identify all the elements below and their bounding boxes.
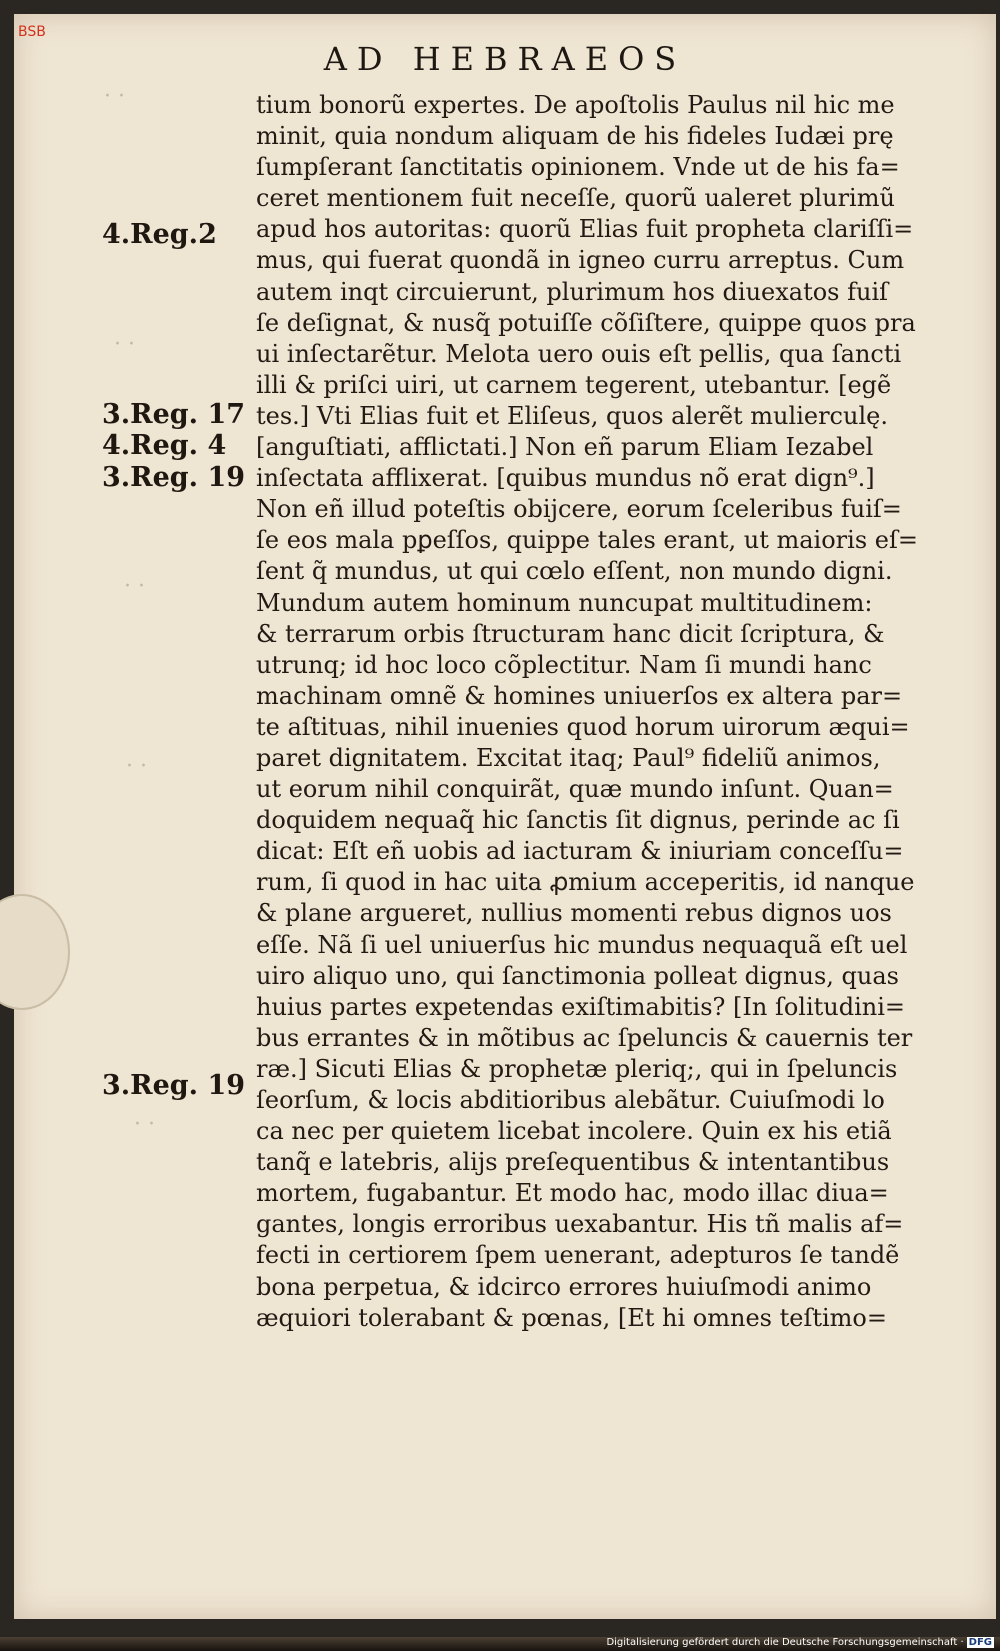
text-line: paret dignitatem. Excitat itaq; Paul⁹ fideliũ animos, bbox=[256, 743, 881, 772]
show-through-mark: · · bbox=[134, 1112, 155, 1137]
text-line: ſumpſerant ſanctitatis opinionem. Vnde ut de his fa= bbox=[256, 153, 900, 182]
text-line: gantes, longis erroribus uexabantur. His tñ malis af= bbox=[256, 1210, 904, 1239]
text-line: uiro aliquo uno, qui ſanctimonia polleat dignus, quas bbox=[256, 961, 899, 990]
text-line: bona perpetua, & idcirco errores huiuſmodi animo bbox=[256, 1272, 872, 1301]
credit-text: Digitalisierung gefördert durch die Deutsche Forschungsgemeinschaft · bbox=[606, 1637, 964, 1648]
text-line: doquidem nequaq̃ hic ſanctis ſit dignus, perinde ac ſi bbox=[256, 806, 900, 835]
text-line: [anguſtiati, afflictati.] Non eñ parum Eliam Iezabel bbox=[256, 433, 874, 462]
text-line: & terrarum orbis ſtructuram hanc dicit ſcriptura, & bbox=[256, 619, 885, 648]
margin-note: 3.Reg. 19 bbox=[102, 1070, 246, 1101]
text-line: tes.] Vti Elias fuit et Eliſeus, quos alerẽt mulierculę. bbox=[256, 401, 888, 430]
text-line: tanq̃ e latebris, alijs preſequentibus & intentantibus bbox=[256, 1148, 890, 1177]
text-line: dicat: Eſt eñ uobis ad iacturam & iniuriam conceſſu= bbox=[256, 837, 904, 866]
text-line: ut eorum nihil conquirãt, quæ mundo inſunt. Quan= bbox=[256, 775, 894, 804]
show-through-mark: · · bbox=[126, 754, 147, 779]
body-text bbox=[256, 90, 956, 1334]
text-line: mortem, fugabantur. Et modo hac, modo illac diua= bbox=[256, 1179, 889, 1208]
text-line: machinam omnẽ & homines uniuerſos ex altera par= bbox=[256, 681, 903, 710]
show-through-mark: · · bbox=[114, 332, 135, 357]
text-line: tium bonorũ expertes. De apoſtolis Paulus nil hic me bbox=[256, 91, 895, 119]
text-line: mus, qui fuerat quondã in igneo curru arreptus. Cum bbox=[256, 246, 905, 275]
text-line: Non eñ illud poteſtis obijcere, eorum ſceleribus fuiſ= bbox=[256, 495, 902, 524]
text-line: ui inſectarẽtur. Melota uero ouis eſt pellis, qua ſancti bbox=[256, 339, 902, 368]
margin-note: 3.Reg. 19 bbox=[102, 462, 246, 493]
text-line: inſectata afflixerat. [quibus mundus nõ erat dign⁹.] bbox=[256, 464, 875, 493]
text-line: Mundum autem hominum nuncupat multitudinem: bbox=[256, 588, 873, 617]
text-line: ræ.] Sicuti Elias & prophetæ pleriq;, qui in ſpeluncis bbox=[256, 1054, 898, 1083]
margin-note: 4.Reg. 4 bbox=[102, 430, 227, 461]
library-mark: BSB bbox=[18, 24, 46, 40]
text-line: huius partes expetendas exiſtimabitis? [In ſolitudini= bbox=[256, 992, 906, 1021]
text-line: & plane argueret, nullius momenti rebus dignos uos bbox=[256, 899, 892, 928]
text-line: fecti in certiorem ſpem uenerant, adepturos ſe tandẽ bbox=[256, 1241, 900, 1270]
margin-note: 4.Reg.2 bbox=[102, 219, 217, 250]
text-line: ceret mentionem fuit neceſſe, quorũ ualeret plurimũ bbox=[256, 184, 895, 213]
text-line: illi & priſci uiri, ut carnem tegerent, utebantur. [egẽ bbox=[256, 370, 892, 399]
text-line: te aſtituas, nihil inuenies quod horum uirorum æqui= bbox=[256, 712, 910, 741]
text-line: eſſe. Nã ſi uel uniuerſus hic mundus nequaquã eſt uel bbox=[256, 930, 908, 959]
running-head: AD HEBRAEOS bbox=[323, 40, 687, 78]
text-line: ſe deſignat, & nusq̃ potuiſſe cõſiſtere, quippe quos pra bbox=[256, 308, 916, 337]
text-line: ſent q̃ mundus, ut qui cœlo eſſent, non mundo digni. bbox=[256, 557, 893, 586]
text-line: minit, quia nondum aliquam de his fideles Iudæi prę bbox=[256, 122, 894, 151]
text-line: ſeorſum, & locis abditioribus alebãtur. Cuiuſmodi lo bbox=[256, 1086, 885, 1114]
text-line: bus errantes & in mõtibus ac ſpeluncis & cauernis ter bbox=[256, 1023, 913, 1052]
text-line: ſe eos mala pꝑeſſos, quippe tales erant, ut maioris eſ= bbox=[256, 526, 918, 555]
book-page bbox=[14, 14, 996, 1619]
text-line: rum, ſi quod in hac uita ꝓmium acceperitis, id nanque bbox=[256, 868, 915, 897]
text-line: æquiori tolerabant & pœnas, [Et hi omnes teſtimo= bbox=[256, 1303, 887, 1332]
text-line: autem inqt circuierunt, plurimum hos diuexatos fuiſ bbox=[256, 277, 889, 306]
left-margin bbox=[14, 14, 254, 1619]
text-line: ca nec per quietem licebat incolere. Quin ex his etiã bbox=[256, 1117, 892, 1146]
dfg-badge: DFG bbox=[968, 1637, 992, 1648]
digitization-credit bbox=[606, 1637, 994, 1648]
show-through-mark: · · bbox=[124, 574, 145, 599]
show-through-mark: · · bbox=[104, 84, 125, 109]
margin-note: 3.Reg. 17 bbox=[102, 399, 246, 430]
text-line: apud hos autoritas: quorũ Elias fuit propheta clariſſi= bbox=[256, 215, 914, 244]
text-line: utrunq; id hoc loco cõplectitur. Nam ſi mundi hanc bbox=[256, 650, 872, 679]
